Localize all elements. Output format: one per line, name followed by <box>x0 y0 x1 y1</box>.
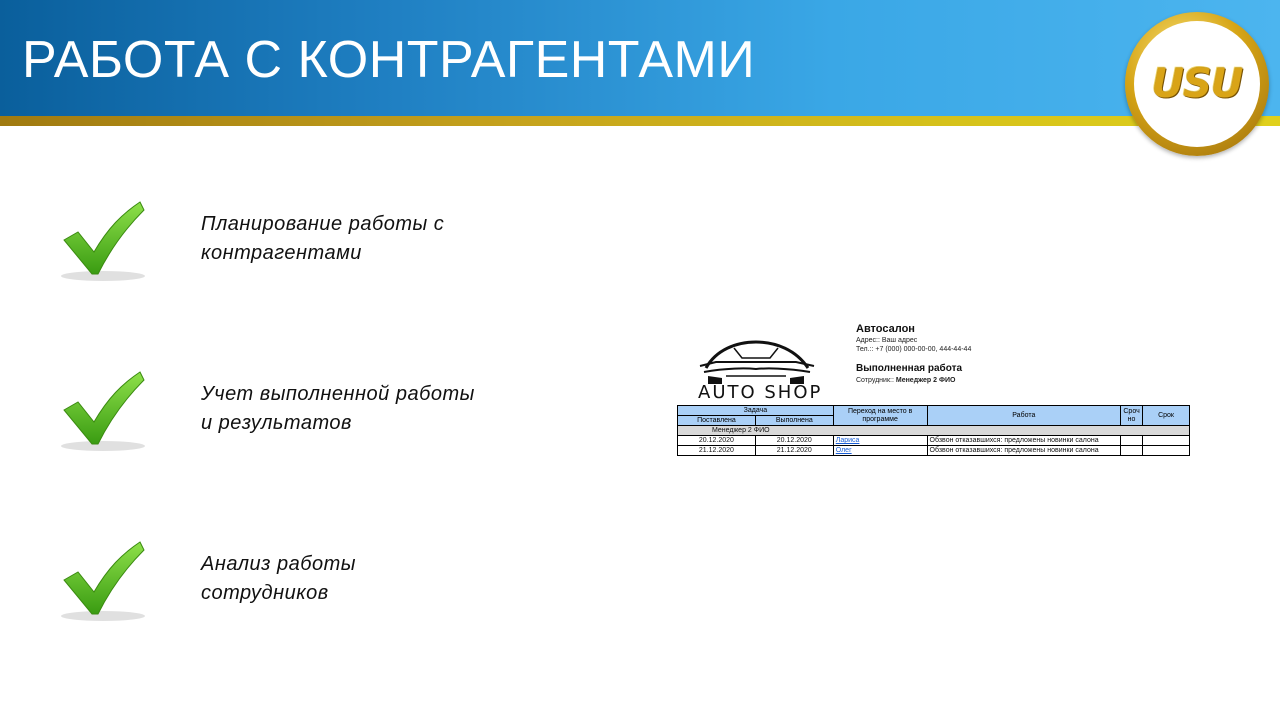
report-employee: Сотрудник:: Менеджер 2 ФИО <box>856 377 956 384</box>
report-table <box>677 405 1190 456</box>
feature-item <box>0 368 600 468</box>
col-task-header: Задача <box>678 406 834 416</box>
row-link[interactable]: Олег <box>835 447 852 454</box>
feature-item <box>0 538 600 638</box>
col-goto-header: Переход на место в программе <box>833 406 927 426</box>
checkmark-icon <box>58 198 158 288</box>
usu-logo-text: USU <box>1151 61 1243 107</box>
col-set-header: Поставлена <box>678 416 756 426</box>
col-deadline-header: Срок <box>1143 406 1190 426</box>
feature-text: Анализ работы сотрудников <box>201 553 356 604</box>
report-phone: Тел.:: +7 (000) 000-00-00, 444-44-44 <box>856 346 972 353</box>
feature-text: Учет выполненной работы и результатов <box>201 383 475 434</box>
header-stripe <box>0 116 1280 126</box>
feature-item <box>0 198 600 298</box>
group-row: Менеджер 2 ФИО <box>678 426 1190 436</box>
col-urgent-header: Сроч но <box>1121 406 1143 426</box>
report-preview <box>676 320 1192 465</box>
checkmark-icon <box>58 538 158 628</box>
row-link[interactable]: Лариса <box>835 437 860 444</box>
table-row: 20.12.2020 20.12.2020 Лариса Обзвон отказавшихся: предложены новинки салона <box>678 436 1190 446</box>
checkmark-icon <box>58 368 158 458</box>
usu-logo <box>1125 12 1269 156</box>
table-row: 21.12.2020 21.12.2020 Олег Обзвон отказавшихся: предложены новинки салона <box>678 446 1190 456</box>
report-company: Автосалон <box>856 323 915 335</box>
report-address: Адрес:: Ваш адрес <box>856 337 918 344</box>
col-done-header: Выполнена <box>755 416 833 426</box>
report-title: Выполненная работа <box>856 363 963 374</box>
col-work-header: Работа <box>927 406 1121 426</box>
feature-text: Планирование работы с контрагентами <box>201 213 445 264</box>
page-title: РАБОТА С КОНТРАГЕНТАМИ <box>22 31 756 89</box>
car-logo-text: AUTO SHOP <box>698 382 823 403</box>
